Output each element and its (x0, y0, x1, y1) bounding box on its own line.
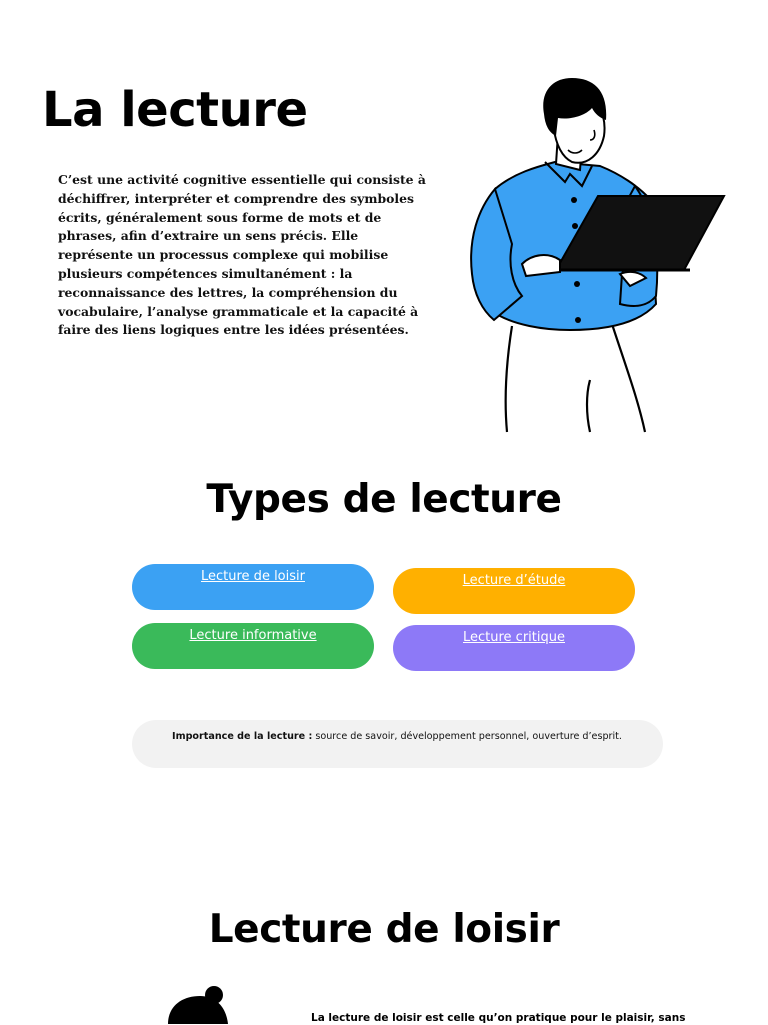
importance-box (132, 720, 663, 768)
intro-paragraph: C’est une activité cognitive essentielle qui consiste à déchiffrer, interpréter et comprendre des symboles écrits, généralement sous forme de mots et de phrases, afin d’extraire un sens précis. Elle représente un processus complexe qui mobilise plusieurs compétences simultanément : la reconnaissance des lettres, la compréhension du vocabulaire, l’analyse grammaticale et la capacité à faire des liens logiques entre les idées présentées. (58, 172, 426, 338)
page-title: La lecture (42, 82, 308, 138)
types-title: Types de lecture (206, 477, 562, 522)
importance-label: Importance de la lecture : (172, 731, 313, 742)
loisir-paragraph: La lecture de loisir est celle qu’on pratique pour le plaisir, sans (311, 1012, 686, 1024)
loisir-title: Lecture de loisir (208, 907, 560, 952)
type-link-etude[interactable]: Lecture d’étude (393, 568, 635, 614)
type-link-loisir[interactable]: Lecture de loisir (132, 564, 374, 610)
reader-head-illustration (160, 984, 240, 1024)
man-with-laptop-illustration (460, 74, 728, 434)
type-link-informative[interactable]: Lecture informative (132, 623, 374, 669)
type-link-critique[interactable]: Lecture critique (393, 625, 635, 671)
importance-text: source de savoir, développement personnel, ouverture d’esprit. (312, 731, 622, 742)
